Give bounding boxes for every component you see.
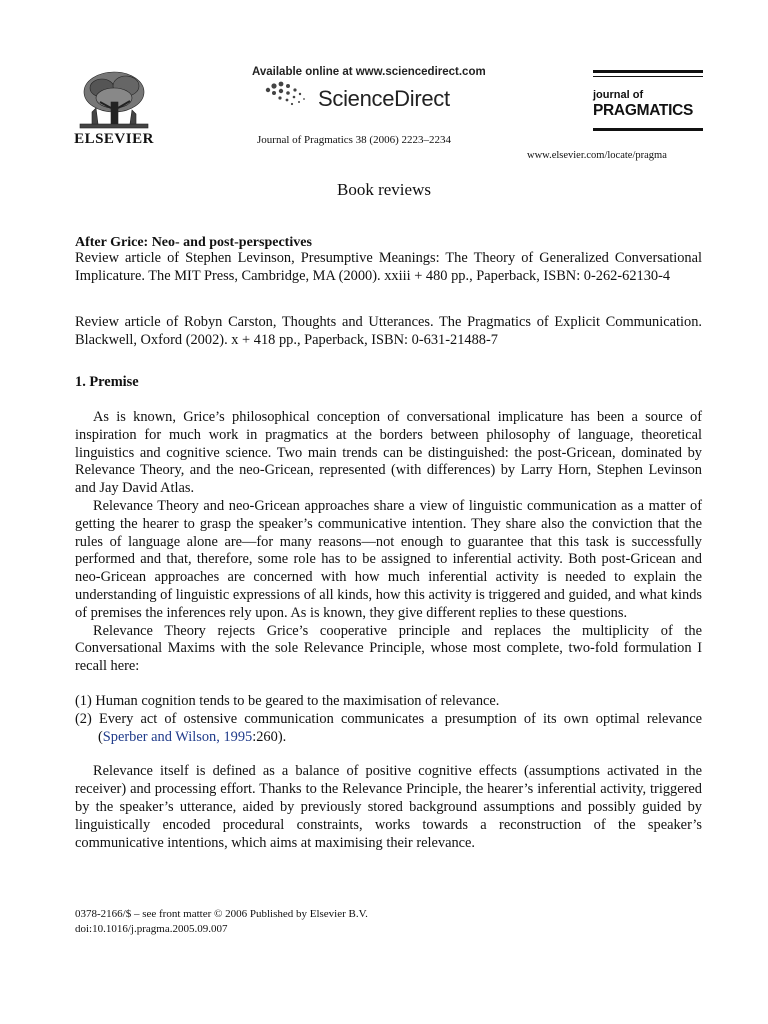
journal-logo-line1: journal of (593, 89, 644, 101)
paragraph-2: Relevance Theory and neo-Gricean approaches share a view of linguistic communication as a matter of getting the hearer to grasp the speaker’s communicative intention. They share also the conviction that the rules of language alone are—for many reasons—not enough to guarantee that this task is successfully performed and that, therefore, some role has to be assigned to inferential activity. Both post-Gricean and neo-Gricean approaches are concerned with how much inferential activity is needed to explain the understanding of linguistic expressions of all kinds, how this activity is triggered and guided, and what kinds of premises the inferences rely upon. As is known, they give different replies to these questions. (75, 497, 702, 621)
citation-link[interactable]: Sperber and Wilson, 1995 (102, 728, 253, 745)
journal-citation: Journal of Pragmatics 38 (2006) 2223–2234 (257, 134, 451, 146)
sciencedirect-wordmark: ScienceDirect (318, 86, 450, 111)
journal-url[interactable]: www.elsevier.com/locate/pragma (527, 150, 667, 161)
copyright-line: 0378-2166/$ – see front matter © 2006 Published by Elsevier B.V. (75, 908, 368, 920)
journal-logo-line2: PRAGMATICS (593, 102, 694, 119)
list-item-2-suffix: :260). (252, 728, 287, 745)
section-title: Book reviews (337, 180, 431, 199)
doi-line: doi:10.1016/j.pragma.2005.09.007 (75, 923, 228, 935)
paragraph-4: Relevance itself is defined as a balance of positive cognitive effects (assumptions activated in the receiver) and processing effort. Thanks to the Relevance Principle, the hearer’s inferential activity, triggered by the speaker’s utterance, aided by previously stored background assumptions and possibly guided by linguistically encoded procedural constraints, works towards a reconstruction of the speaker’s communicative intentions, which aims at maximising their relevance. (75, 763, 702, 851)
premise-body (75, 409, 702, 852)
journal-logo-rule-top (593, 70, 703, 73)
paragraph-1: As is known, Grice’s philosophical conception of conversational implicature has been a source of inspiration for much work in pragmatics at the borders between philosophy of language, theoretical linguistics and cognitive science. Two main trends can be distinguished: the post-Gricean, dominated by Relevance Theory, and the neo-Gricean, represented (with differences) by Larry Horn, Stephen Levinson and Jay David Atlas. (75, 409, 702, 497)
journal-logo-rule-thin (593, 76, 703, 77)
journal-logo-rule-bottom (593, 128, 703, 131)
review-reference-1: Review article of Stephen Levinson, Presumptive Meanings: The Theory of Generalized Conversational Implicature. The MIT Press, Cambridge, MA (2000). xxiii + 480 pp., Paperback, ISBN: 0-262-62130-4 (75, 250, 702, 284)
list-item-1: (1) Human cognition tends to be geared to the maximisation of relevance. (75, 692, 500, 709)
available-online-text: Available online at www.sciencedirect.com (252, 66, 486, 78)
publisher-name: ELSEVIER (74, 131, 154, 147)
premise-heading: 1. Premise (75, 374, 139, 390)
article-title: After Grice: Neo- and post-perspectives (75, 235, 312, 250)
review-reference-2: Review article of Robyn Carston, Thoughts and Utterances. The Pragmatics of Explicit Communication. Blackwell, Oxford (2002). x + 418 pp., Paperback, ISBN: 0-631-21488-7 (75, 314, 702, 348)
list-item-2 (75, 711, 702, 747)
list-item-2-text: (2) Every act of ostensive communication communicates a presumption of its own optimal relevance ( (75, 710, 702, 745)
paragraph-3: Relevance Theory rejects Grice’s cooperative principle and replaces the multiplicity of the Conversational Maxims with the sole Relevance Principle, whose most complete, two-fold formulation I recall here: (75, 622, 702, 675)
sciencedirect-dots-icon (262, 80, 312, 110)
